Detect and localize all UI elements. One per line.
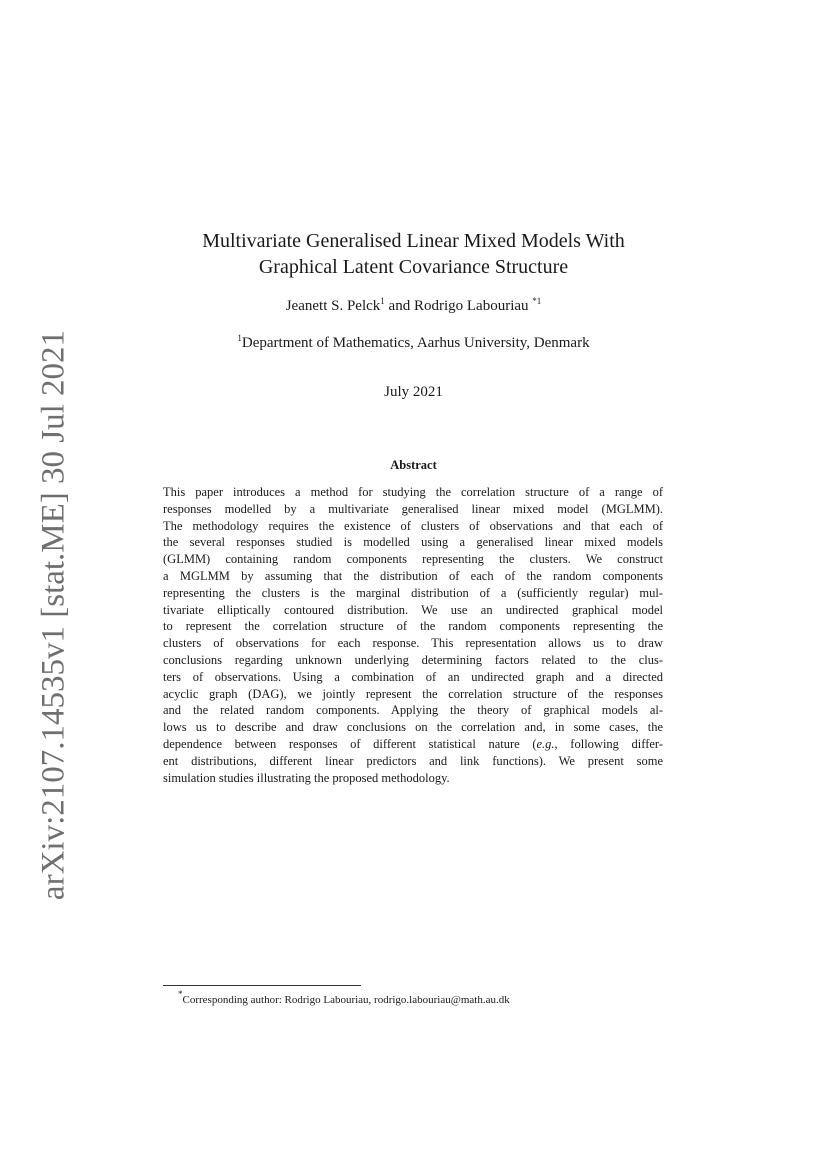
abstract-line: to represent the correlation structure of the random components representing the: [163, 619, 663, 634]
footnote-marker: *: [178, 989, 183, 999]
abstract-line: This paper introduces a method for studying the correlation structure of a range of: [163, 485, 663, 499]
author-2-name: Rodrigo Labouriau: [413, 298, 529, 314]
paper-title: [0, 228, 827, 280]
abstract-line: The methodology requires the existence of clusters of observations and that each of: [163, 518, 663, 533]
abstract-body: [163, 484, 663, 786]
abstract-line: representing the clusters is the marginal distribution of a (sufficiently regular) mul-: [163, 585, 663, 600]
arxiv-identifier-stamp: arXiv:2107.14535v1 [stat.ME] 30 Jul 2021: [35, 329, 72, 901]
footnote: [178, 989, 510, 1006]
abstract-line-16-tail: , following differ-: [554, 736, 663, 751]
italic-eg: e.g.: [536, 736, 555, 751]
footnote-text: Corresponding author: Rodrigo Labouriau, rodrigo.labouriau@math.au.dk: [182, 994, 510, 1006]
abstract-line: (GLMM) containing random components representing the clusters. We construct: [163, 552, 663, 567]
abstract-line: the several responses studied is modelled using a generalised linear mixed models: [163, 535, 663, 550]
footnote-rule: [163, 985, 361, 986]
affiliation-marker: 1: [237, 333, 242, 343]
author-1-affil-marker: 1: [380, 296, 385, 306]
abstract-heading: Abstract: [390, 458, 437, 472]
author-2-affil-marker: *1: [532, 296, 542, 306]
abstract-line: responses modelled by a multivariate generalised linear mixed model (MGLMM).: [163, 501, 663, 516]
abstract-line-with-italic: [163, 736, 663, 753]
abstract-line: ters of observations. Using a combination of an undirected graph and a directed: [163, 669, 663, 684]
affiliation-text: Department of Mathematics, Aarhus University, Denmark: [241, 335, 590, 351]
abstract-line: tivariate elliptically contoured distribution. We use an undirected graphical model: [163, 602, 663, 617]
abstract-line: simulation studies illustrating the proposed methodology.: [163, 770, 450, 785]
author-list: [0, 296, 827, 315]
abstract-line: ent distributions, different linear predictors and link functions). We present some: [163, 753, 663, 768]
affiliation: [0, 333, 827, 352]
author-1-name: Jeanett S. Pelck: [285, 298, 381, 314]
title-line-1: Multivariate Generalised Linear Mixed Models With: [202, 230, 625, 252]
abstract-line: and the related random components. Applying the theory of graphical models al-: [163, 703, 663, 718]
abstract-line: conclusions regarding unknown underlying determining factors related to the clus-: [163, 652, 663, 667]
abstract-line: a MGLMM by assuming that the distribution of each of the random components: [163, 568, 663, 583]
author-joiner: and: [384, 298, 414, 314]
abstract-line: lows us to describe and draw conclusions on the correlation and, in some cases, the: [163, 720, 663, 735]
abstract-line: clusters of observations for each response. This representation allows us to draw: [163, 636, 663, 651]
abstract-line: acyclic graph (DAG), we jointly represent the correlation structure of the responses: [163, 686, 663, 701]
title-line-2: Graphical Latent Covariance Structure: [258, 256, 569, 278]
abstract-line-16-head: dependence between responses of different statistical nature (: [163, 736, 537, 751]
publication-date: July 2021: [384, 384, 443, 400]
